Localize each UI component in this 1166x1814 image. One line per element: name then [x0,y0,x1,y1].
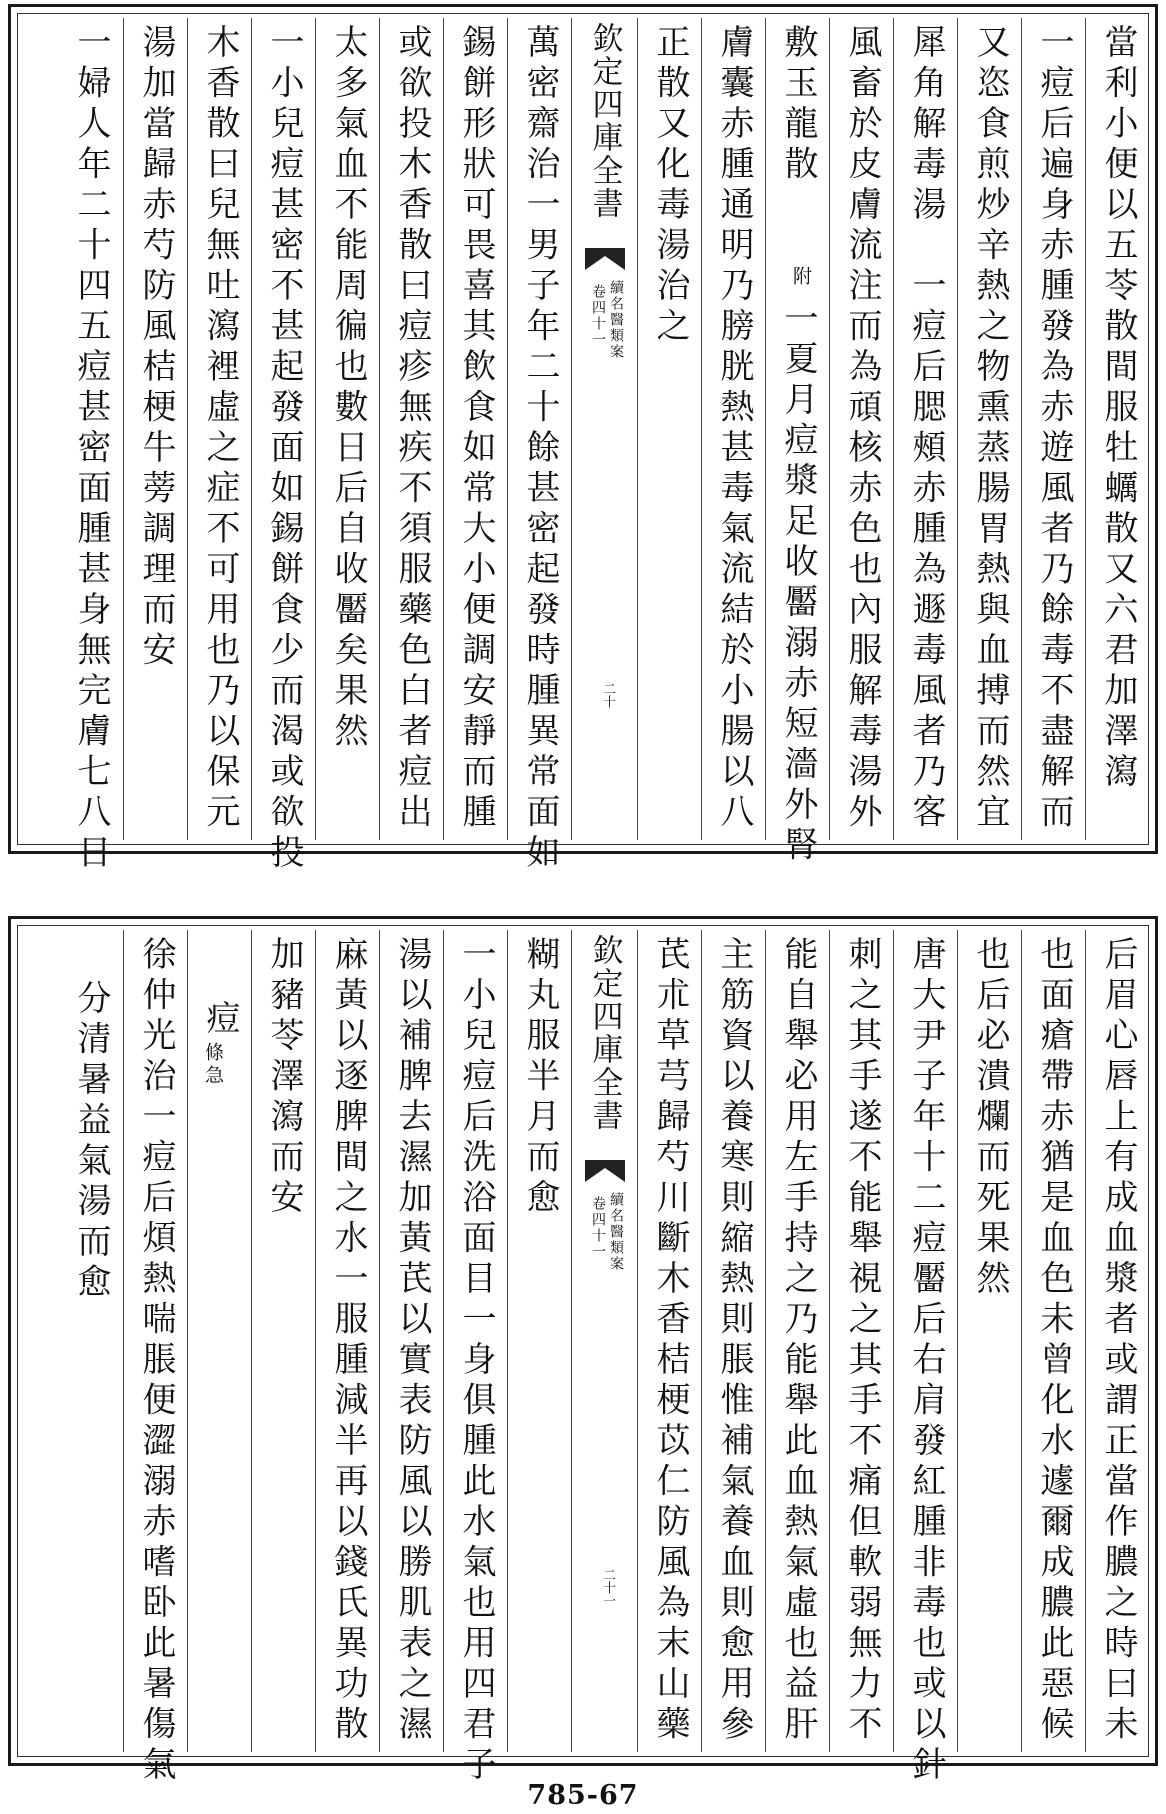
column-text-continued: 一夏月痘漿足收靨溺赤短濇外腎 [778,300,818,867]
column-annotation: 附 [790,266,812,289]
column-text: 當利小便以五苓散間服牡蠣散又六君加澤瀉 [1098,24,1138,794]
column-text: 唐大尹子年十二痘靨后右肩發紅腫非毒也或以針 [906,936,946,1787]
book-name: 續名醫類案 [608,280,624,360]
column-text: 痘 [200,1000,240,1041]
column-text: 又恣食煎炒辛熱之物熏蒸腸胃熱與血搏而然宜 [970,24,1010,834]
text-column [829,18,894,840]
column-text: 刺之其手遂不能舉視之其手不痛但軟弱無力不 [842,936,882,1746]
column-text: 太多氣血不能周徧也數日后自收靨矣果然 [328,24,368,753]
column-text: 一小兒痘甚密不甚起發面如錫餅食少而渴或欲投 [264,24,304,875]
column-text: 木香散曰兒無吐瀉裡虛之症不可用也乃以保元 [200,24,240,834]
text-column [443,930,508,1787]
text-column [1085,930,1150,1752]
text-column [59,930,123,1752]
top-page-inner-border [17,13,1149,875]
column-text: 正散又化毒湯治之 [650,24,690,348]
column-text: 能自舉必用左手持之乃能舉此血熱氣虛也益肝 [778,936,818,1746]
column-text: 糊丸服半月而愈 [520,936,560,1220]
column-text: 膚囊赤腫通明乃膀胱熱甚毒氣流結於小腸以八 [714,24,754,834]
page-number: 二十一 [600,1568,615,1607]
text-column [251,18,316,875]
column-annotation: 條急 [202,1042,224,1088]
column-text: 主筋資以養寒則縮熱則脹惟補氣養血則愈用參 [714,936,754,1746]
page-code: 785-67 [527,1780,639,1811]
column-text: 敷玉龍散 [778,24,818,186]
column-text: 湯以補脾去濕加黃芪以實表防風以勝肌表之濕 [392,936,432,1746]
header-column [571,18,638,840]
fish-tail-mark-icon [585,1160,625,1182]
volume-label: 卷四十一 [590,284,606,348]
book-name: 續名醫類案 [608,1192,624,1272]
text-column [1021,18,1086,840]
text-column [701,930,766,1752]
text-column [507,930,572,1752]
text-column [637,930,702,1752]
bottom-page-inner-border [17,925,1149,1787]
column-text: 湯加當歸赤芍防風桔梗牛蒡調理而安 [136,24,176,672]
column-text: 徐仲光治一痘后煩熱喘脹便澀溺赤嗜卧此暑傷氣 [136,936,176,1787]
page-number: 二十 [600,682,615,708]
column-text: 一婦人年二十四五痘甚密面腫甚身無完膚七八日 [71,24,111,875]
text-column [59,18,123,875]
text-column [187,18,252,840]
text-column [893,930,958,1787]
text-column [443,18,508,840]
book-title: 欽定四庫全書 [586,22,623,220]
column-text: 或欲投木香散曰痘疹無疾不須服藥色白者痘出 [392,24,432,834]
text-column [893,18,958,840]
text-column [251,930,316,1752]
text-column [1021,930,1086,1752]
text-column [315,930,380,1752]
bottom-page [8,916,1158,1787]
text-column [957,930,1022,1752]
header-column [571,930,638,1752]
text-column [637,18,702,840]
book-title: 欽定四庫全書 [586,934,623,1132]
text-column [123,18,188,840]
column-text: 芪朮草芎歸芍川斷木香桔梗苡仁防風為末山藥 [650,936,690,1746]
text-column [957,18,1022,840]
text-column [765,930,830,1752]
text-column [829,930,894,1752]
column-text: 犀角解毒湯 一痘后腮頰赤腫為遯毒風者乃客 [906,24,946,834]
text-column [315,18,380,840]
text-column [507,18,572,875]
column-text: 分清暑益氣湯而愈 [71,980,111,1304]
text-column [379,18,444,840]
text-column [187,930,252,1752]
column-text: 萬密齋治一男子年二十餘甚密起發時腫異常面如 [520,24,560,875]
column-text: 也面瘡帶赤猶是血色未曾化水遽爾成膿此惡候 [1034,936,1074,1746]
column-text: 加豬苓澤瀉而安 [264,936,304,1220]
column-text: 后眉心唇上有成血漿者或謂正當作膿之時曰未 [1098,936,1138,1746]
column-text: 也后必潰爛而死果然 [970,936,1010,1301]
fish-tail-mark-icon [585,248,625,270]
text-column [1085,18,1150,840]
text-column [379,930,444,1752]
column-text: 一痘后遍身赤腫發為赤遊風者乃餘毒不盡解而 [1034,24,1074,834]
volume-label: 卷四十一 [590,1196,606,1260]
text-column [701,18,766,840]
top-page [8,4,1158,875]
column-text: 錫餅形狀可畏喜其飲食如常大小便調安靜而腫 [456,24,496,834]
column-text: 一小兒痘后洗浴面目一身俱腫此水氣也用四君子 [456,936,496,1787]
column-text: 麻黃以逐脾間之水一服腫減半再以錢氏異功散 [328,936,368,1746]
text-column [123,930,188,1787]
column-text: 風畜於皮膚流注而為頑核赤色也內服解毒湯外 [842,24,882,834]
text-column [765,18,830,867]
